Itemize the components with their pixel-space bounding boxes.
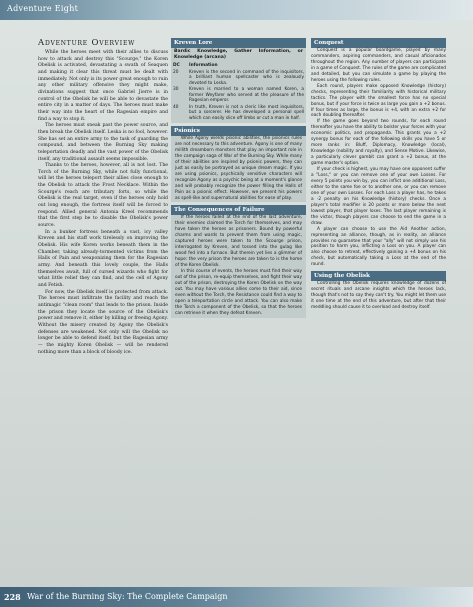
psionics-box (171, 126, 306, 202)
kreven-lore-subtitle: Bardic Knowledge, Gather Information, or Knowledge (arcana) (174, 49, 303, 60)
conquest-paragraph: If your check is highest, you may have one opponent suffer a "Loss," or you can remove one of your own Losses. For every 5 points you win by, you can inflict one additional Loss, either to the same foe or to another one, or you can remove one of your own Losses. For each Loss a player has, he takes a -2 penalty on his Knowledge (history) checks. Once a player's total modifier is 20 points or more below the next lowest player, that player loses. The last player remaining is the victor, though players can choose to end the game in a draw. (311, 167, 446, 226)
overview-paragraph: The heroes must sneak past the power source, and then break the Obelisk itself. Leska is no fool, however. She has set an entire army to the task of guarding the compound, and between the Burning Sky making teleportation deadly and the vast power of the Obelisk itself, any traditional assault seems impossible. (38, 123, 168, 162)
lore-table-row (171, 70, 306, 88)
overview-paragraph: In a bunker fortress beneath a vast, icy valley Kreven and his staff work tirelessly on improving the Obelisk. His wife Koren works beneath them in the Chamber, taking already-tormented victims from the Halls of Pain and weaponizing them for the Ragesian army. And beneath this lovely couple, the Halls themselves await, full of cursed wizards who fight for what little relief they can find, and the cell of Agony and Fetish. (38, 229, 168, 288)
page-footer (0, 587, 473, 607)
lore-table-row (171, 87, 306, 105)
psionics-paragraph: While Agony wields psionic abilities, the psionics rules are not necessary to this adventure. Agony is one of many millith dreamborn monsters that play an important role in the campaign saga of War of the Burning Sky. While many of their abilities are inspired by psionic powers, they can just as easily be portrayed as unique dream magic. If you are using psionics, psychically sensitive characters will recognize Agony as a psychic being at a moment's glance and will probably recognize the power filling the Halls of Pain as a psionic effect. However, we present his powers as spell-like and supernatural abilities for ease of play. (175, 136, 302, 201)
conquest-title: Conquest (311, 38, 446, 48)
overview-paragraph: For now, the Obelisk itself is protected from attack. The heroes must infiltrate the facility and reach the antimagic "clean room" that leads to the prison. Inside the prison they locate the source of the Obelisk's power and remove it, either by killing or freeing Agony. Without the misery created by Agony the Obelisk's defenses are weakened. Not only will the Obelisk no longer be able to defend itself, but the Ragesian army — the mighty Koren Obelisk — will be rendered nothing more than a block of bloody ice. (38, 289, 168, 355)
failure-title: The Consequences of Failure (171, 205, 306, 215)
adventure-overview-heading: Adventure Overview (38, 38, 136, 48)
lore-table-row (171, 105, 306, 123)
lore-info: Kreven is married to a woman named Koren, a former Weyfarer who served at the pleasure of the Ragesian emperor. (189, 87, 304, 103)
kreven-lore-title: Kreven Lore (171, 38, 306, 48)
overview-paragraph: Thanks to the heroes, however, all is not lost. The Torch of the Burning Sky, while not fully functional, will let the heroes teleport their allies close enough to the Obelisk to attack the Frost Necklace. Within the Scourge's reach are tributary forts, so while the Obelisk is the real target, even if the heroes only hold out long enough, the fortress itself will be forced to respond. Allied general Antonia Kreel recommends that the first step be to disable the Obelisk's power source. (38, 163, 168, 229)
lore-header-info: Information (189, 63, 218, 68)
lore-dc: 30 (173, 87, 179, 92)
footer-title: War of the Burning Sky: The Complete Campaign (27, 592, 228, 601)
obelisk-title: Using the Obelisk (311, 271, 446, 281)
failure-paragraph: If the heroes failed at the end of the last adventure, their enemies claimed the Torch for themselves, and may have taken the heroes as prisoners. Bound by powerful charms and wards to prevent them from using magic, captured heroes were taken to the Scourge prison, interrogated by Kreven, and tossed into the gulag like wood fed into a furnace. But therein yet lies a glimmer of hope: the very prison the heroes are taken to is the home of the Koren Obelisk. (175, 215, 302, 269)
page-number: 228 (4, 592, 21, 602)
sidebar-right-column (311, 38, 446, 311)
conquest-paragraph: Each round, players make opposed Knowledge (history) checks, representing their familiarity with historical military tactics. The player with the smallest force has no special bonus, but if your force is twice as large you gain a +2 bonus. If four times as large, the bonus is +4, with an extra +2 for each doubling thereafter. (311, 83, 446, 119)
header-title: Adventure Eight (7, 4, 79, 13)
adventure-overview-column (38, 38, 168, 356)
kreven-lore-box (171, 38, 306, 123)
conquest-paragraph: If the game goes beyond two rounds, for each round thereafter you have the ability to bolster your forces with your economic politics, and propaganda. This grants you a +2 synergy bonus for each of the following skills you have 5 or more ranks in: Bluff, Diplomacy, Knowledge (local), Knowledge (nobility and royalty), and Sense Motive. Likewise, a particularly clever gambit can grant a +2 bonus, at the game master's option. (311, 119, 446, 167)
psionics-title: Psionics (171, 126, 306, 136)
kreven-lore-table (171, 63, 306, 122)
conquest-paragraph: A player can choose to use the Aid Another action, representing an alliance, though, as in reality, an alliance provides no guarantee that your "ally" will not simply use his position to harm you, inflicting a Loss on you. A player can also choose to retreat, effectively gaining a +4 bonus on his check, but automatically taking a Loss at the end of the round. (311, 226, 446, 268)
page-header (0, 0, 473, 20)
failure-paragraph: In this course of events, the heroes must find their way out of the prison, re-equip themselves, and fight their way out of the prison, destroying the Koren Obelisk on the way out. You may have various allies come to their aid, since even without the Torch, the Resistance could find a way to open a teleportation circle and attack. You can also make the Torch a component of the Obelisk, so that the heroes can retrieve it when they defeat Kreven. (175, 269, 302, 316)
lore-info: Kreven is the second in command of the inquisitors, a brilliant human spellcaster who is zealously devoted to Leska. (189, 69, 304, 86)
overview-paragraph: While the heroes meet with their allies to discuss how to attack and destroy this "Scourge," the Koren Obelisk is activated, devastating a swath of Seaquen and making it clear this threat must be dealt with immediately. Not only is its power great enough to ruin any other military offensive they might make, divinations suggest that once Gabriel Jierre is in control of the Obelisk he will be able to devastate the entire city in a matter of days. The heroes must make their way into the heart of the Ragesian empire and find a way to stop it. (38, 50, 168, 122)
lore-info: In truth, Kreven is not a cleric like most inquisitors, but a sorcerer. He has developed a personal spell which can easily slice off limbs or cut a man in half. (189, 104, 304, 121)
lore-header-dc: DC (173, 63, 180, 68)
obelisk-paragraph: Controlling the Obelisk requires knowledge of dozens of secret rituals and arcane insights which the heroes lack, though that's not to say they can't try. You might let them use it one time at the end of this adventure, but after that their meddling should cause it to overload and destroy itself. (311, 281, 446, 311)
lore-dc: 40 (173, 104, 179, 110)
failure-box (171, 205, 306, 317)
sidebar-middle-column (171, 38, 306, 318)
conquest-paragraph: Conquest is a popular boardgame, played by many commanders, aspiring commanders, and casual aficionados throughout the region. Any number of players can participate in a game of Conquest. The rules of the game are complicated and detailed, but you can simulate a game by playing the heroes using the following rules. (311, 48, 446, 83)
lore-dc: 20 (173, 69, 179, 75)
